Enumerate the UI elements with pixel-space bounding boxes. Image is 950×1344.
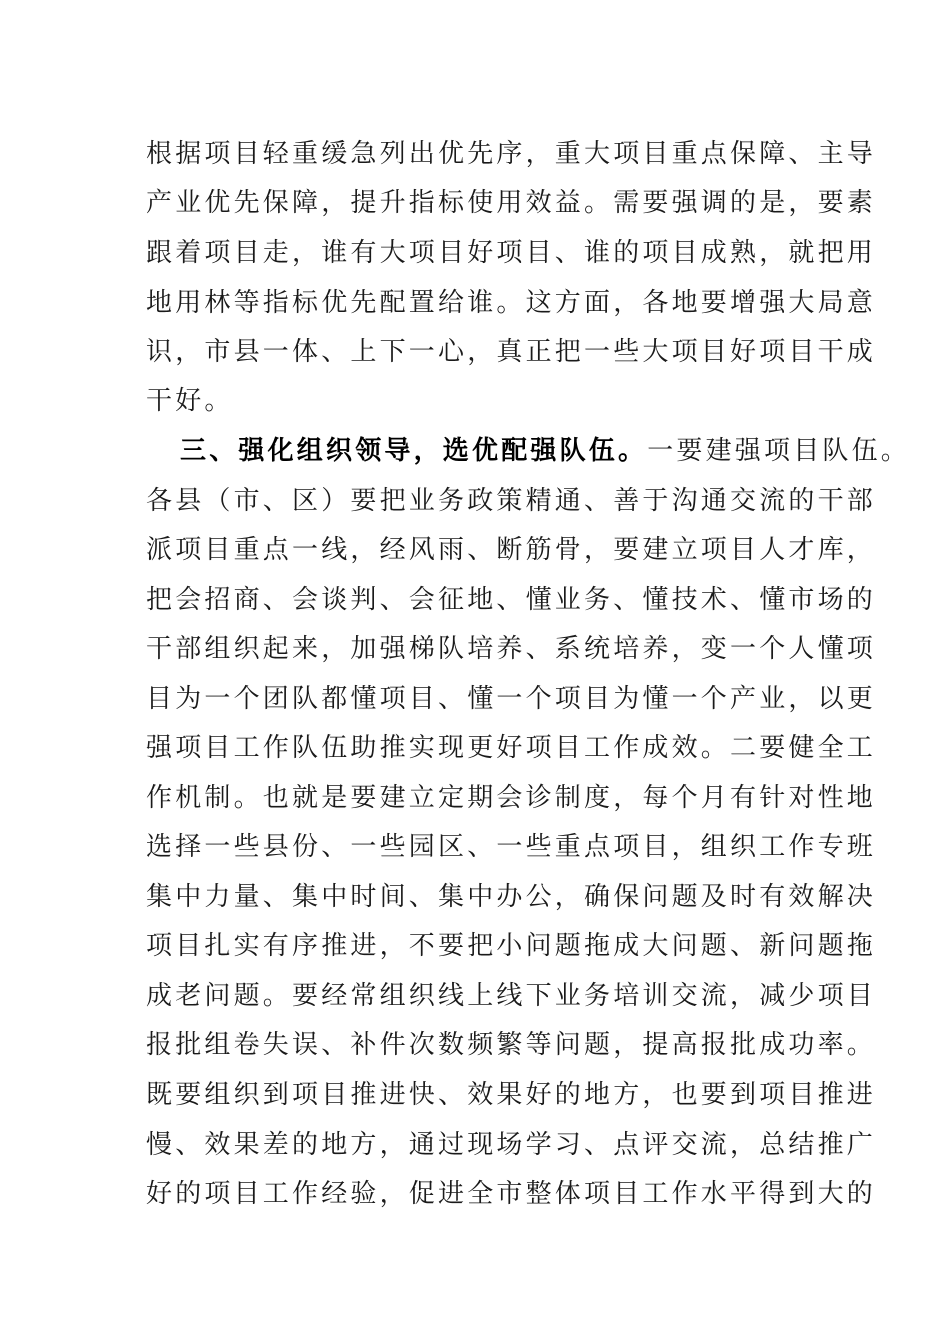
paragraph-line: 作机制。也就是要建立定期会诊制度，每个月有针对性地 — [146, 783, 877, 813]
paragraph-line: 好的项目工作经验，促进全市整体项目工作水平得到大的 — [146, 1179, 877, 1209]
paragraph-line: 项目扎实有序推进，不要把小问题拖成大问题、新问题拖 — [146, 931, 877, 961]
section-heading-line — [180, 431, 911, 471]
paragraph-line: 慢、效果差的地方，通过现场学习、点评交流，总结推广 — [146, 1130, 877, 1160]
paragraph-line: 跟着项目走，谁有大项目好项目、谁的项目成熟，就把用 — [146, 238, 877, 268]
paragraph-line: 根据项目轻重缓急列出优先序，重大项目重点保障、主导 — [146, 139, 877, 169]
paragraph-line: 产业优先保障，提升指标使用效益。需要强调的是，要素 — [146, 188, 877, 218]
section-first-text: 一要建强项目队伍。 — [647, 436, 911, 466]
paragraph-line: 目为一个团队都懂项目、懂一个项目为懂一个产业，以更 — [146, 684, 877, 714]
paragraph-line: 干部组织起来，加强梯队培养、系统培养，变一个人懂项 — [146, 634, 877, 664]
paragraph-line: 报批组卷失误、补件次数频繁等问题，提高报批成功率。 — [146, 1030, 877, 1060]
paragraph-line: 各县（市、区）要把业务政策精通、善于沟通交流的干部 — [146, 486, 877, 516]
paragraph-line: 干好。 — [146, 386, 234, 416]
paragraph-line: 识，市县一体、上下一心，真正把一些大项目好项目干成 — [146, 337, 877, 367]
section-heading: 三、强化组织领导，选优配强队伍。 — [180, 436, 648, 466]
paragraph-line: 地用林等指标优先配置给谁。这方面，各地要增强大局意 — [146, 288, 877, 318]
paragraph-line: 既要组织到项目推进快、效果好的地方，也要到项目推进 — [146, 1080, 877, 1110]
paragraph-line: 强项目工作队伍助推实现更好项目工作成效。二要健全工 — [146, 733, 877, 763]
paragraph-line: 派项目重点一线，经风雨、断筋骨，要建立项目人才库， — [146, 535, 877, 565]
paragraph-line: 把会招商、会谈判、会征地、懂业务、懂技术、懂市场的 — [146, 585, 877, 615]
paragraph-line: 集中力量、集中时间、集中办公，确保问题及时有效解决 — [146, 882, 877, 912]
paragraph-line: 成老问题。要经常组织线上线下业务培训交流，减少项目 — [146, 981, 877, 1011]
paragraph-line: 选择一些县份、一些园区、一些重点项目，组织工作专班 — [146, 832, 877, 862]
